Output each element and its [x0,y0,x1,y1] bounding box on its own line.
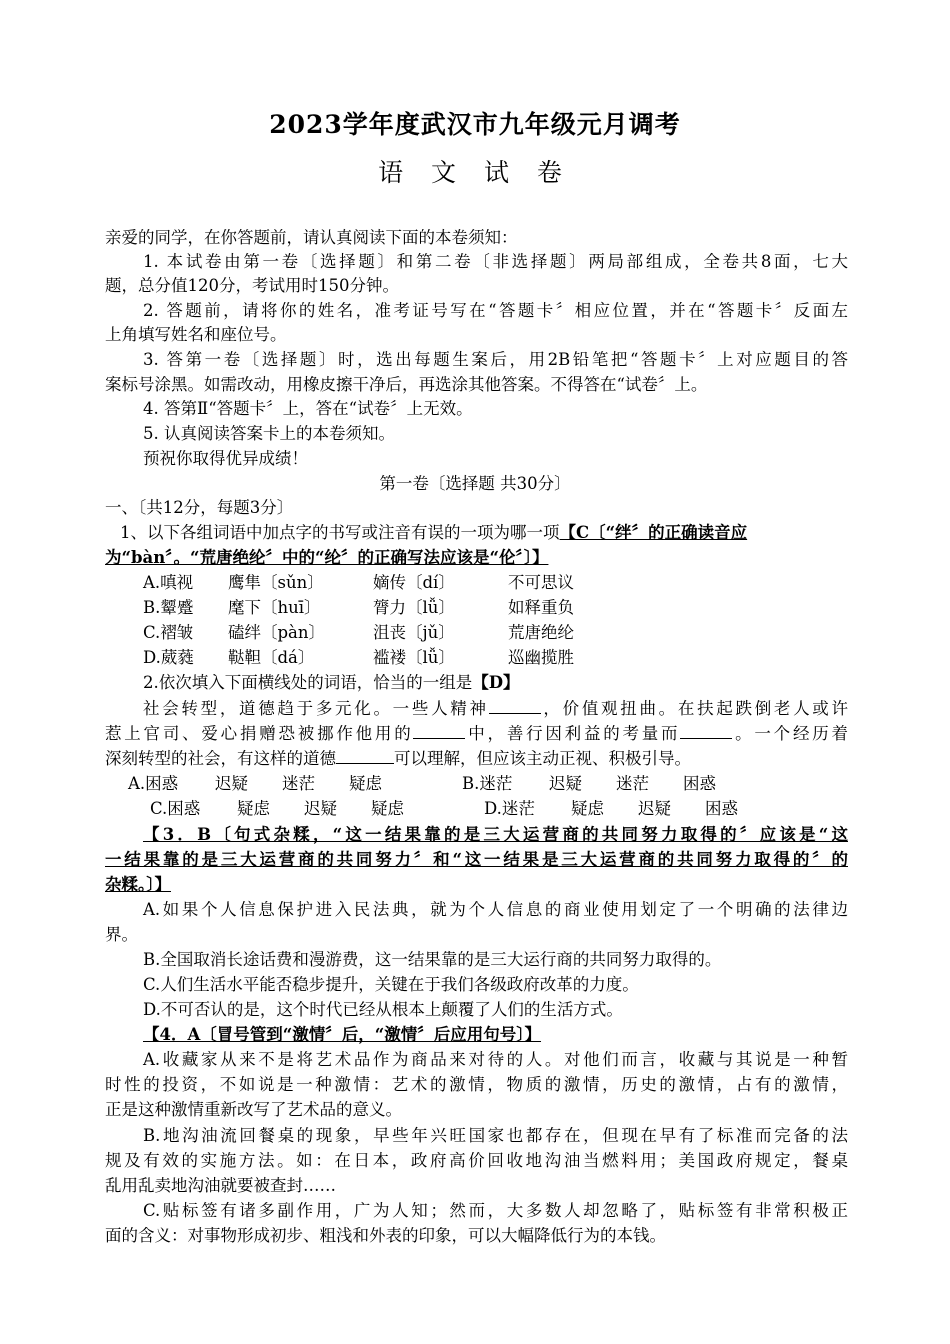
question-2-options-cd [150,797,738,821]
option-word: 鞑靼〔dá〕 [228,648,315,667]
option-word: 磕绊〔pàn〕 [228,623,326,642]
passage-text: 中，善行因利益的考量而 [465,724,681,743]
question-2-stem [143,671,520,695]
question-4-option-a-line-2: 时性的投资，不如说是一种激情：艺术的激情，物质的激情，历史的激情，占有的激情， [105,1075,848,1094]
option-word: 疑虑 [371,799,404,818]
question-3-option-c: C.人们生活水平能否稳步提升，关键在于我们各级政府改革的力度。 [143,975,639,994]
notice-item-2-line-2: 上角填写姓名和座位号。 [105,325,287,344]
question-1-option-c [143,621,574,645]
option-word: C.褶皱 [143,623,194,642]
notice-item-3-line-2: 案标号涂黑。如需改动，用橡皮擦干净后，再选涂其他答案。不得答在“试卷〞上。 [105,375,708,394]
question-3-option-a-line-1: A.如果个人信息保护进入民法典，就为个人信息的商业使用划定了一个明确的法律边 [143,900,848,919]
option-word: 巡幽揽胜 [508,648,574,667]
question-4-option-a-line-3: 正是这种激情重新改写了艺术品的意义。 [105,1100,402,1119]
option-word: 不可思议 [508,573,574,592]
option-word: B.迷茫 [462,774,513,793]
passage-text: 可以理解，但应该主动正视、积极引导。 [394,749,691,768]
option-word: 褴褛〔lǚ〕 [373,648,455,667]
option-word: 鹰隼〔sǔn〕 [228,573,324,592]
option-word: A.困惑 [128,774,179,793]
question-4-option-c-line-1: C.贴标签有诸多副作用，广为人知；然而，大多数人却忽略了，贴标签有非常积极正 [143,1201,848,1220]
notice-item-1-line-2: 题，总分值120分，考试用时150分钟。 [105,276,399,295]
option-word: 疑虑 [349,774,382,793]
option-word: D.葳蕤 [143,648,194,667]
question-3-option-a-line-2: 界。 [105,925,138,944]
option-word: C.困惑 [150,799,201,818]
question-2-answer: 【D】 [472,673,520,692]
question-2-passage-line-3 [105,747,691,771]
fill-blank-2 [413,722,465,739]
question-1-text: 1、以下各组词语中加点字的书写或注音有误的一项为哪一项 [120,523,560,542]
question-4-option-b-line-1: B.地沟油流回餐桌的现象，早些年兴旺国家也都存在，但现在早有了标准而完备的法 [143,1126,848,1145]
fill-blank-1 [489,697,541,714]
notice-item-5: 5. 认真阅读答案卡上的本卷须知。 [143,424,395,443]
passage-text: ，价值观扭曲。在扶起跌倒老人或许 [540,699,849,718]
question-1-option-d [143,646,574,670]
option-word: 疑虑 [237,799,270,818]
option-word: 荒唐绝纶 [508,623,574,642]
option-word: 沮丧〔jǔ〕 [373,623,455,642]
question-3-answer-line-3: 杂糅。〕】 [105,875,171,894]
option-word: 困惑 [705,799,738,818]
option-word: A.嗔视 [143,573,194,592]
question-4-option-a-line-1: A.收藏家从来不是将艺术品作为商品来对待的人。对他们而言，收藏与其说是一种暂 [143,1050,848,1069]
option-word: 迷茫 [282,774,315,793]
option-word: 麾下〔huī〕 [228,598,321,617]
passage-text: 深刻转型的社会，有这样的道德 [105,749,336,768]
fill-blank-3 [680,722,732,739]
question-1-option-b [143,596,574,620]
option-word: B.颦蹙 [143,598,194,617]
question-4-option-b-line-2: 规及有效的实施方法。如：在日本，政府高价回收地沟油当燃料用；美国政府规定，餐桌 [105,1151,848,1170]
question-2-text: 2.依次填入下面横线处的词语，恰当的一组是 [143,673,473,692]
question-4-option-c-line-2: 面的含义：对事物形成初步、粗浅和外表的印象，可以大幅降低行为的本钱。 [105,1226,666,1245]
option-word: 困惑 [683,774,716,793]
question-1-answer-line-1: 【C〔“绊〞的正确读音应 [559,523,748,542]
question-1-option-a [143,571,574,595]
fill-blank-4 [336,747,394,764]
question-2-passage-line-1 [143,697,848,721]
question-3-answer-line-1: 【3．B〔句式杂糅，“这一结果靠的是三大运营商的共同努力取得的〞应该是“这 [143,825,848,844]
question-3-option-d: D.不可否认的是，这个时代已经从根本上颠覆了人们的生活方式。 [143,1000,623,1019]
question-1-stem [120,521,747,545]
part-1-heading: 第一卷〔选择题 共30分〕 [379,474,571,493]
option-word: 膂力〔lǚ〕 [373,598,455,617]
question-2-options-ab [128,772,716,796]
option-word: 疑虑 [571,799,604,818]
exam-subtitle: 语 文 试 卷 [378,158,572,187]
question-2-passage-line-2 [105,722,848,746]
notice-wish: 预祝你取得优异成绩！ [143,449,308,468]
notice-item-3-line-1: 3. 答第一卷〔选择题〕时，选出每题生案后，用2B铅笔把“答题卡〞上对应题目的答 [143,350,848,369]
question-1-answer-line-2: 为“bàn〞。“荒唐绝纶〞中的“纶〞的正确写法应该是“伦〞〕】 [105,548,549,567]
passage-text: 惹上官司、爱心捐赠恐被挪作他用的 [105,724,414,743]
notice-intro: 亲爱的同学，在你答题前，请认真阅读下面的本卷须知： [105,228,518,247]
option-word: 迟疑 [638,799,671,818]
section-1-heading: 一、〔共12分，每题3分〕 [105,498,294,517]
question-3-answer-line-2: 一结果靠的是三大运营商的共同努力〞和“这一结果是三大运营商的共同努力取得的〞的 [105,850,848,869]
option-word: 迟疑 [215,774,248,793]
option-word: 如释重负 [508,598,574,617]
passage-text: 。一个经历着 [732,724,849,743]
option-word: 迷茫 [616,774,649,793]
option-word: 迟疑 [549,774,582,793]
option-word: 迟疑 [304,799,337,818]
notice-item-4: 4. 答第Ⅱ“答题卡〞上，答在“试卷〞上无效。 [143,399,473,418]
question-4-answer: 【4．A〔冒号管到“激情〞后，“激情〞后应用句号〕】 [143,1025,542,1044]
passage-text: 社会转型，道德趋于多元化。一些人精神 [143,699,489,718]
notice-item-1-line-1: 1. 本试卷由第一卷〔选择题〕和第二卷〔非选择题〕两局部组成，全卷共8面，七大 [143,252,848,271]
question-3-option-b: B.全国取消长途话费和漫游费，这一结果靠的是三大运行商的共同努力取得的。 [143,950,722,969]
question-4-option-b-line-3: 乱用乱卖地沟油就要被查封…… [105,1176,336,1195]
exam-title: 2023学年度武汉市九年级元月调考 [269,110,681,139]
option-word: D.迷茫 [484,799,535,818]
option-word: 嫡传〔dí〕 [373,573,455,592]
notice-item-2-line-1: 2. 答题前，请将你的姓名，准考证号写在“答题卡〞相应位置，并在“答题卡〞反面左 [143,301,848,320]
